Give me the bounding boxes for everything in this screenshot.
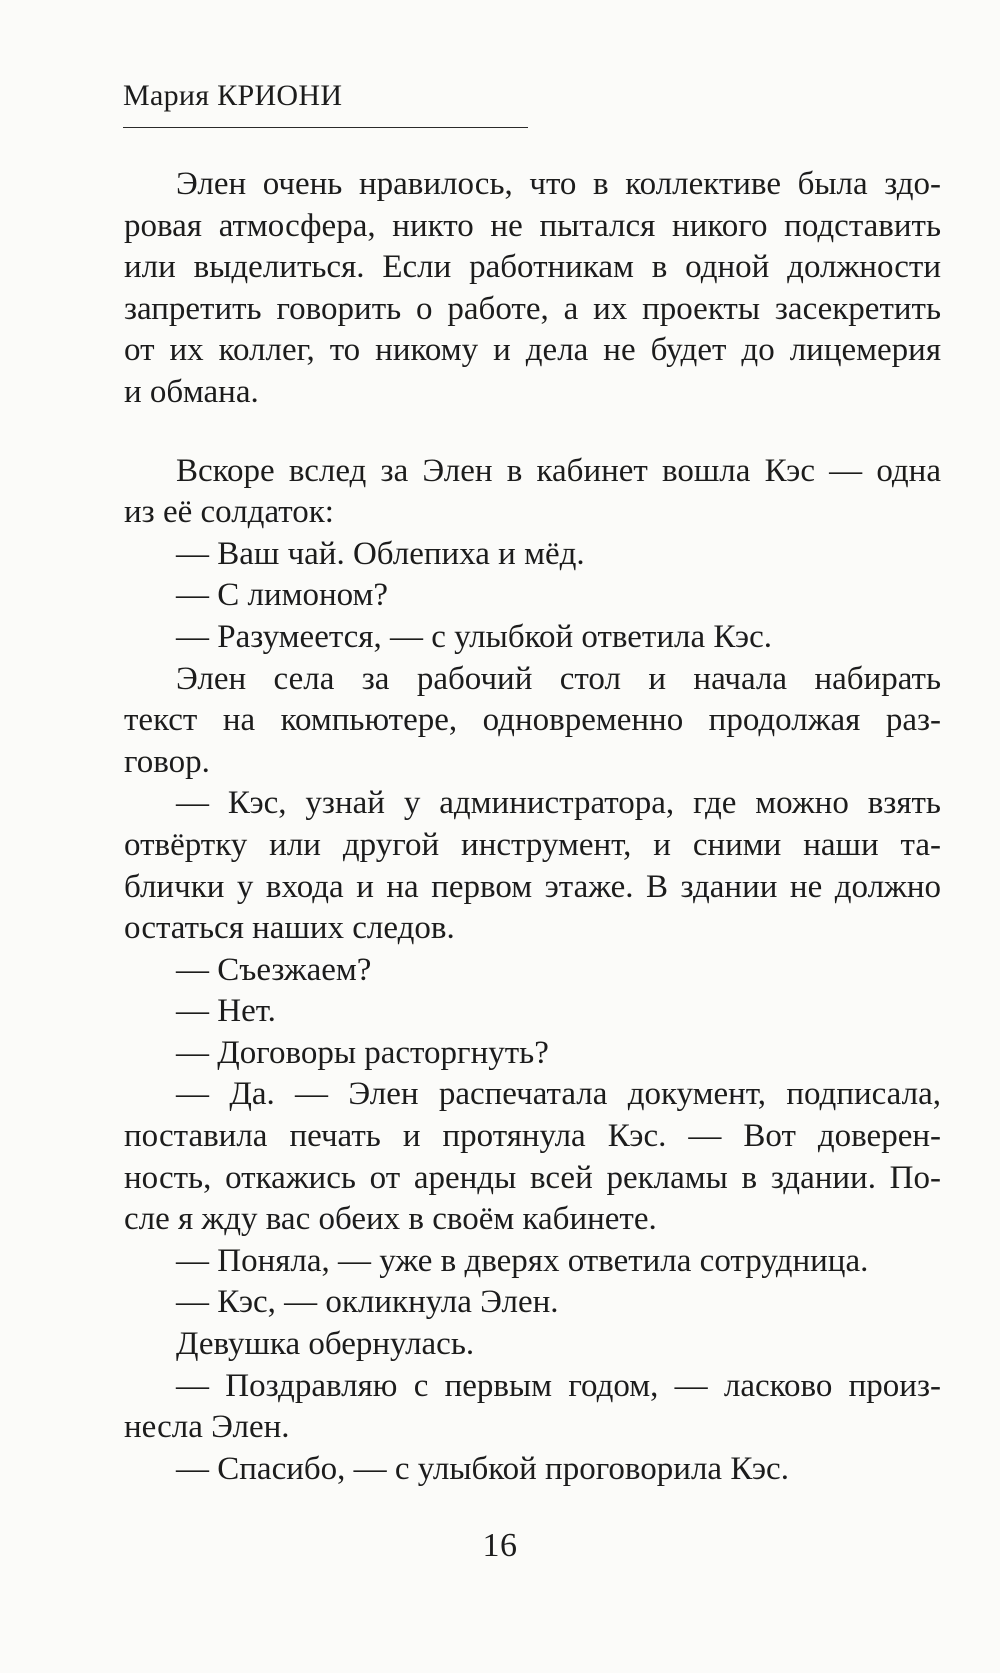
page-number: 16	[482, 1527, 518, 1564]
dialogue-line: — Поздравляю с первым годом, — ласково произ-	[176, 1367, 941, 1404]
text-line: и обмана.	[124, 373, 259, 410]
header-rule	[123, 127, 528, 128]
text-line: из её солдаток:	[124, 494, 334, 531]
text-line: Элен очень нравилось, что в коллективе была здо-	[176, 166, 941, 202]
text-line: несла Элен.	[124, 1409, 290, 1446]
dialogue-line: — Ваш чай. Облепиха и мёд.	[176, 535, 585, 572]
text-line: запретить говорить о работе, а их проекты засекретить	[124, 290, 941, 327]
text-line: Вскоре вслед за Элен в кабинет вошла Кэс — одна	[176, 452, 941, 489]
text-line: от их коллег, то никому и дела не будет до лицемерия	[124, 332, 941, 369]
section-gap	[124, 414, 941, 451]
dialogue-line: — С лимоном?	[176, 577, 389, 614]
dialogue-line: — Поняла, — уже в дверях ответила сотрудница.	[176, 1242, 869, 1279]
body-text	[124, 164, 941, 1490]
text-line: Элен села за рабочий стол и начала набирать	[176, 660, 941, 697]
text-line: Девушка обернулась.	[176, 1326, 475, 1363]
text-line: сле я жду вас обеих в своём кабинете.	[124, 1201, 657, 1238]
dialogue-line: — Съезжаем?	[176, 951, 372, 988]
text-line: блички у входа и на первом этаже. В здании не должно	[124, 868, 941, 905]
text-line: или выделиться. Если работникам в одной должности	[124, 249, 941, 286]
text-line: текст на компьютере, одновременно продолжая раз-	[124, 702, 941, 739]
dialogue-line: — Разумеется, — с улыбкой ответила Кэс.	[176, 618, 772, 655]
dialogue-line: — Договоры расторгнуть?	[176, 1034, 549, 1071]
dialogue-line: — Кэс, узнай у администратора, где можно взять	[176, 785, 941, 822]
text-line: говор.	[124, 743, 210, 780]
text-line: отвёртку или другой инструмент, и сними наши та-	[124, 826, 941, 863]
dialogue-line: — Кэс, — окликнула Элен.	[176, 1284, 559, 1321]
dialogue-line: — Да. — Элен распечатала документ, подписала,	[176, 1076, 941, 1113]
running-header-author: Мария КРИОНИ	[123, 79, 343, 112]
text-line: ровая атмосфера, никто не пытался никого подставить	[124, 207, 941, 244]
text-line: поставила печать и протянула Кэс. — Вот доверен-	[124, 1118, 941, 1155]
text-line: остаться наших следов.	[124, 910, 455, 947]
dialogue-line: — Спасибо, — с улыбкой проговорила Кэс.	[176, 1450, 789, 1487]
text-line: ность, откажись от аренды всей рекламы в здании. По-	[124, 1159, 941, 1196]
dialogue-line: — Нет.	[176, 993, 276, 1030]
